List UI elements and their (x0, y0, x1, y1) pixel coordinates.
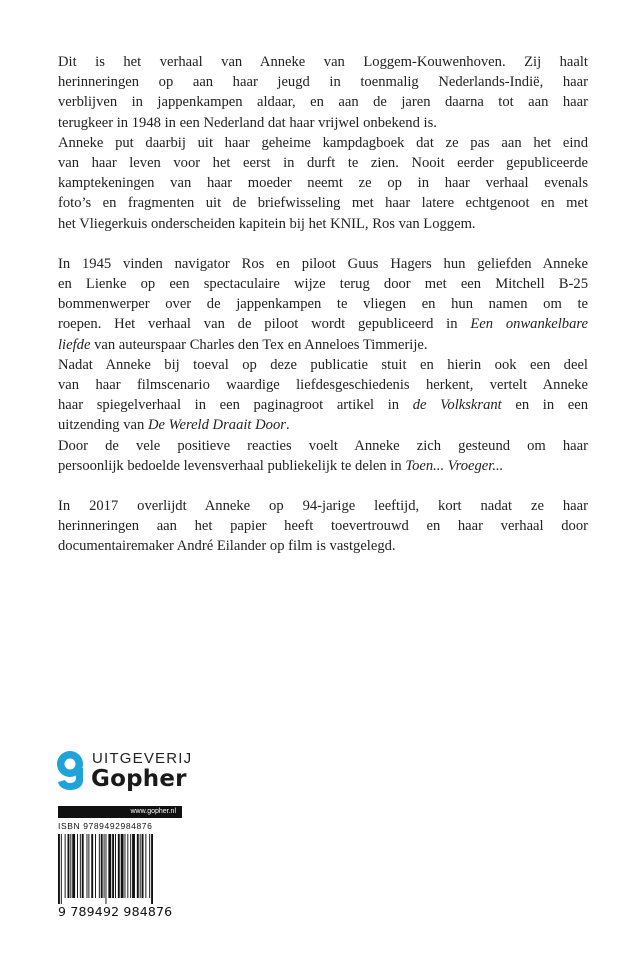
text-line (58, 415, 588, 435)
barcode-bar (70, 834, 71, 898)
barcode-bar (118, 834, 120, 898)
barcode-bars (58, 834, 182, 904)
barcode-bar (106, 834, 107, 904)
gopher-g-icon (56, 750, 86, 790)
text-line: herinneringen op aan haar jeugd in toenmalig Nederlands-Indië, haar (58, 74, 588, 91)
barcode-bar (149, 834, 150, 898)
text-line: herinneringen aan het papier heeft toevertrouwd en haar verhaal door (58, 518, 588, 535)
barcode-digits: 9 789492 984876 (58, 904, 173, 919)
barcode-bar (91, 834, 93, 898)
text-line: Anneke put daarbij uit haar geheime kampdagboek dat ze pas aan het eind (58, 134, 588, 151)
text-line (58, 395, 588, 415)
text-line: verblijven in jappenkampen aldaar, en aan de jaren daarna tot aan haar (58, 94, 588, 111)
barcode-bar (125, 834, 126, 898)
publisher-label: UITGEVERIJ (92, 750, 193, 767)
text-line: terugkeer in 1948 in een Nederland dat haar vrijwel onbekend is. (58, 114, 437, 131)
text-line (58, 456, 588, 476)
text-line: kamptekeningen van haar moeder neemt ze op in haar verhaal evenals (58, 175, 588, 192)
barcode-bar (58, 834, 60, 904)
barcode-bar (65, 834, 66, 898)
publisher-logo (56, 746, 256, 798)
text-line (58, 335, 588, 355)
tv-show-title-italic: De Wereld Draait Door (147, 417, 286, 434)
text-run: roepen. Het verhaal van de piloot wordt gepubliceerd in (58, 316, 471, 333)
text-run: en in een (501, 397, 588, 414)
blurb-paragraph-2 (58, 254, 588, 476)
barcode-bar (88, 834, 89, 898)
text-line: In 2017 overlijdt Anneke op 94-jarige leeftijd, kort nadat ze haar (58, 498, 588, 515)
text-line (58, 314, 588, 334)
barcode-bar (115, 834, 116, 898)
text-line: het Vliegerkuis onderscheiden kapitein bij het KNIL, Ros van Loggem. (58, 215, 476, 232)
text-run: haar spiegelverhaal in een paginagroot artikel in (58, 397, 413, 414)
isbn-label: ISBN 9789492984876 (58, 821, 153, 831)
book-title-italic: Een onwankelbare (470, 316, 588, 333)
barcode-bar (68, 834, 70, 898)
text-line: bommenwerper over de jappenkampen te vliegen en hun namen om te (58, 296, 588, 313)
barcode-bar (80, 834, 81, 898)
text-line: van haar filmscenario waardige liefdesgeschiedenis herkent, vertelt Anneke (58, 377, 588, 394)
barcode-bar (108, 834, 111, 898)
blurb-paragraph-3 (58, 496, 588, 557)
text-run: . (285, 417, 290, 434)
publisher-name: Gopher (91, 766, 187, 792)
text-line: en Lienke op een spectaculaire wijze terug door met een Mitchell B-25 (58, 276, 588, 293)
text-run: persoonlijk bedoelde levensverhaal publiekelijk te delen in (58, 457, 406, 474)
barcode-bar (104, 834, 105, 898)
barcode-bar (61, 834, 62, 904)
barcode-bar (130, 834, 131, 898)
text-line: In 1945 vinden navigator Ros en piloot Guus Hagers hun geliefden Anneke (58, 255, 588, 272)
publisher-url: www.gopher.nl (130, 808, 176, 815)
barcode-bar (145, 834, 146, 898)
blurb-paragraph-1 (58, 52, 588, 234)
barcode-bar (101, 834, 103, 898)
book-title-italic: Toen... Vroeger... (405, 457, 504, 474)
text-run: uitzending van (58, 417, 148, 434)
barcode-bar (87, 834, 88, 898)
barcode-bar (132, 834, 135, 898)
barcode-bar (140, 834, 141, 898)
text-run: van auteurspaar Charles den Tex en Anneloes Timmerije. (90, 336, 428, 353)
publisher-url-bar (58, 806, 182, 818)
barcode-bar (99, 834, 100, 898)
barcode-bar (121, 834, 124, 898)
barcode-bar (82, 834, 84, 898)
text-line: foto’s en fragmenten uit de briefwisseling met haar latere echtgenoot en met (58, 195, 588, 212)
barcode-bar (142, 834, 144, 898)
barcode-bar (95, 834, 96, 898)
barcode-bar (77, 834, 78, 898)
barcode-bar (137, 834, 139, 898)
text-line: Nadat Anneke bij toeval op deze publicatie stuit en hierin ook een deel (58, 356, 588, 373)
isbn-barcode-block (58, 806, 182, 924)
text-line: documentairemaker André Eilander op film is vastgelegd. (58, 538, 396, 555)
barcode-bar (72, 834, 75, 898)
newspaper-title-italic: de Volkskrant (412, 397, 502, 414)
text-line: Dit is het verhaal van Anneke van Loggem-Kouwenhoven. Zij haalt (58, 54, 588, 70)
text-line: van haar leven voor het eerst in durft te zien. Nooit eerder gepubliceerde (58, 155, 588, 172)
barcode-bar (151, 834, 153, 904)
barcode-bar (112, 834, 114, 898)
blurb-text (58, 52, 588, 557)
text-line: Door de vele positieve reacties voelt Anneke zich gesteund om haar (58, 437, 588, 454)
book-title-italic: liefde (58, 336, 91, 353)
barcode-bar (127, 834, 128, 898)
